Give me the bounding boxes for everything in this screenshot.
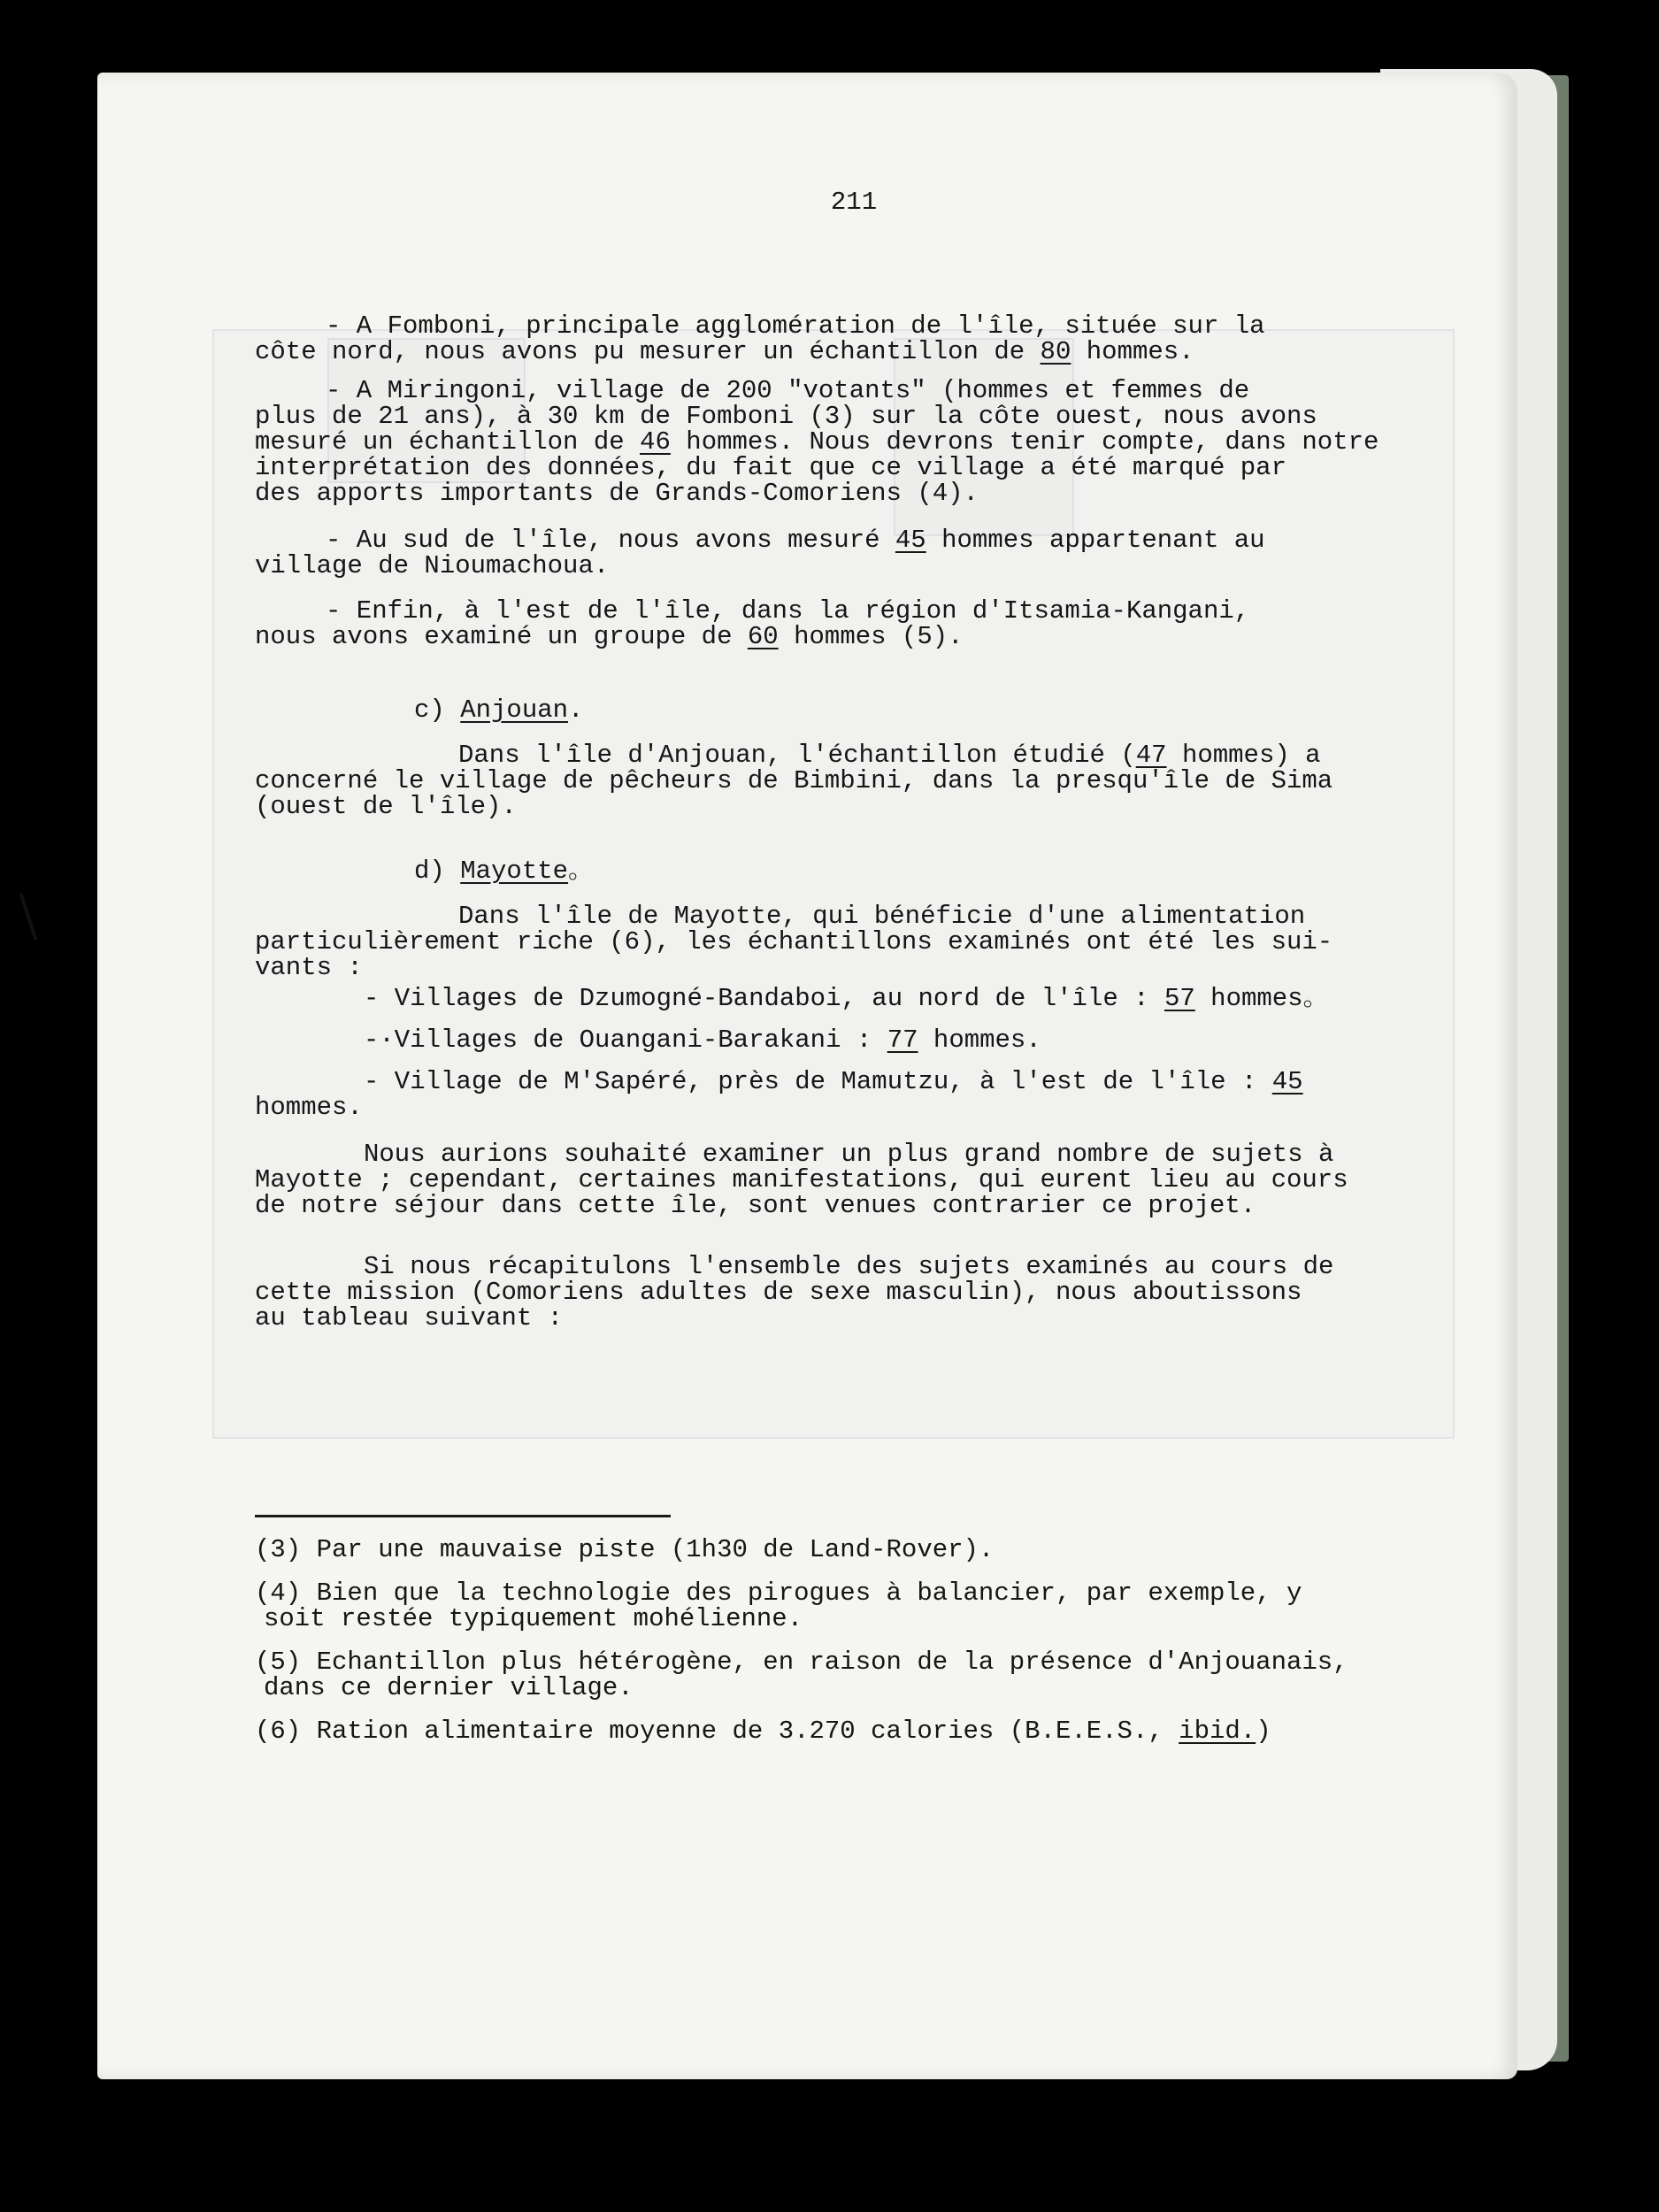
wish-line-1: Nous aurions souhaité examiner un plus grand nombre de sujets à	[364, 1140, 1334, 1169]
body-text	[255, 313, 1494, 1331]
mayotte-village-1: - Villages de Dzumogné-Bandaboi, au nord de l'île :	[364, 984, 1164, 1013]
nioumachoua-line-1-end: hommes appartenant au	[926, 526, 1265, 555]
fomboni-line-2-end: hommes.	[1071, 337, 1194, 366]
mayotte-line-3: vants :	[255, 953, 363, 982]
mayotte-village-2: -·Villages de Ouangani-Barakani :	[364, 1025, 887, 1055]
mayotte-village-1-end: hommes。	[1194, 984, 1329, 1013]
text-line	[255, 403, 1494, 429]
heading-punct: 。	[568, 856, 595, 886]
text-line	[255, 624, 1494, 649]
text-line	[255, 553, 1494, 579]
footnote-4-text: (4) Bien que la technologie des pirogues à balancier, par exemple, y	[255, 1578, 1302, 1608]
wish-line-3: de notre séjour dans cette île, sont venues contrarier ce projet.	[255, 1191, 1256, 1220]
anjouan-line-3: (ouest de l'île).	[255, 792, 517, 821]
mayotte-village-3-end: hommes.	[255, 1093, 363, 1122]
margin-mark	[19, 894, 52, 940]
nioumachoua-line-1: - Au sud de l'île, nous avons mesuré	[326, 526, 895, 555]
wish-line-2: Mayotte ; cependant, certaines manifestations, qui eurent lieu au cours	[255, 1165, 1348, 1194]
text-line	[255, 1279, 1494, 1305]
text-line	[255, 378, 1494, 403]
text-line	[255, 1141, 1494, 1167]
footnote-3-text: (3) Par une mauvaise piste (1h30 de Land-Rover).	[255, 1535, 995, 1564]
footnote-5-text: (5) Echantillon plus hétérogène, en raison de la présence d'Anjouanais,	[255, 1647, 1348, 1677]
text-line	[255, 1027, 1494, 1053]
footnote-5-text-cont: dans ce dernier village.	[264, 1673, 634, 1702]
footnote-5-cont	[255, 1675, 1494, 1701]
text-line	[255, 527, 1494, 553]
fomboni-count: 80	[1040, 337, 1071, 366]
page-number: 211	[830, 188, 878, 217]
text-line	[255, 1254, 1494, 1279]
footnote-rule	[255, 1515, 671, 1517]
miringoni-line-5: des apports importants de Grands-Comoriens (4).	[255, 479, 979, 508]
mayotte-village-3: - Village de M'Sapéré, près de Mamutzu, à l'est de l'île :	[364, 1067, 1272, 1096]
text-line	[255, 903, 1494, 929]
text-line	[255, 1094, 1494, 1120]
heading-mayotte: Mayotte	[460, 856, 569, 886]
miringoni-line-1: - A Miringoni, village de 200 "votants" (hommes et femmes de	[326, 376, 1250, 405]
fomboni-line-2: côte nord, nous avons pu mesurer un échantillon de	[255, 337, 1041, 366]
itsamia-line-2-end: hommes (5).	[778, 622, 964, 651]
section-heading-anjouan	[255, 697, 1494, 723]
text-line	[255, 480, 1494, 506]
mayotte-village-2-end: hommes.	[918, 1025, 1041, 1055]
footnote-6-ibid: ibid.	[1179, 1717, 1256, 1746]
miringoni-line-2: plus de 21 ans), à 30 km de Fomboni (3) sur la côte ouest, nous avons	[255, 402, 1317, 431]
text-line	[255, 429, 1494, 455]
anjouan-line-1: Dans l'île d'Anjouan, l'échantillon étudié (	[458, 741, 1136, 770]
mayotte-line-1: Dans l'île de Mayotte, qui bénéficie d'une alimentation	[458, 902, 1306, 931]
itsamia-line-2: nous avons examiné un groupe de	[255, 622, 748, 651]
recap-line-2: cette mission (Comoriens adultes de sexe masculin), nous aboutissons	[255, 1278, 1302, 1307]
text-line	[255, 1167, 1494, 1193]
footnote-4	[255, 1580, 1494, 1606]
recap-line-3: au tableau suivant :	[255, 1303, 564, 1333]
footnote-4-cont	[255, 1606, 1494, 1632]
miringoni-line-3: mesuré un échantillon de	[255, 427, 641, 457]
fomboni-line-1: - A Fomboni, principale agglomération de l'île, située sur la	[326, 311, 1265, 341]
heading-punct: .	[568, 695, 584, 725]
itsamia-count: 60	[747, 622, 779, 651]
nioumachoua-line-2: village de Nioumachoua.	[255, 551, 610, 580]
recap-line-1: Si nous récapitulons l'ensemble des sujets examinés au cours de	[364, 1252, 1334, 1281]
text-line	[255, 1069, 1494, 1094]
footnote-5	[255, 1649, 1494, 1675]
miringoni-line-3-end: hommes. Nous devrons tenir compte, dans notre	[670, 427, 1379, 457]
section-heading-mayotte	[255, 858, 1494, 884]
text-line	[255, 929, 1494, 955]
footnote-6-end: )	[1256, 1717, 1271, 1746]
text-line	[255, 986, 1494, 1011]
heading-anjouan: Anjouan	[460, 695, 569, 725]
anjouan-line-1-end: hommes) a	[1166, 741, 1321, 770]
text-line	[255, 313, 1494, 339]
footnotes	[255, 1537, 1494, 1744]
text-line	[255, 955, 1494, 980]
mayotte-line-2: particulièrement riche (6), les échantillons examinés ont été les sui-	[255, 927, 1333, 956]
footnote-6	[255, 1718, 1494, 1744]
text-line	[255, 1193, 1494, 1218]
footnote-3	[255, 1537, 1494, 1563]
mayotte-village-2-count: 77	[887, 1025, 918, 1055]
anjouan-count: 47	[1135, 741, 1167, 770]
document-page	[97, 73, 1517, 2079]
footnote-4-text-cont: soit restée typiquement mohélienne.	[264, 1604, 803, 1633]
miringoni-count: 46	[640, 427, 671, 457]
anjouan-line-2: concerné le village de pêcheurs de Bimbini, dans la presqu'île de Sima	[255, 766, 1333, 795]
text-line	[255, 455, 1494, 480]
mayotte-village-1-count: 57	[1164, 984, 1195, 1013]
heading-letter: d)	[414, 856, 461, 886]
text-line	[255, 742, 1494, 768]
heading-letter: c)	[414, 695, 461, 725]
mayotte-village-3-count: 45	[1271, 1067, 1303, 1096]
text-line	[255, 339, 1494, 365]
footnote-6-text: (6) Ration alimentaire moyenne de 3.270 calories (B.E.E.S.,	[255, 1717, 1179, 1746]
text-line	[255, 768, 1494, 794]
text-line	[255, 598, 1494, 624]
miringoni-line-4: interprétation des données, du fait que ce village a été marqué par	[255, 453, 1286, 482]
itsamia-line-1: - Enfin, à l'est de l'île, dans la région d'Itsamia-Kangani,	[326, 596, 1250, 626]
nioumachoua-count: 45	[895, 526, 926, 555]
text-line	[255, 794, 1494, 819]
text-line	[255, 1305, 1494, 1331]
